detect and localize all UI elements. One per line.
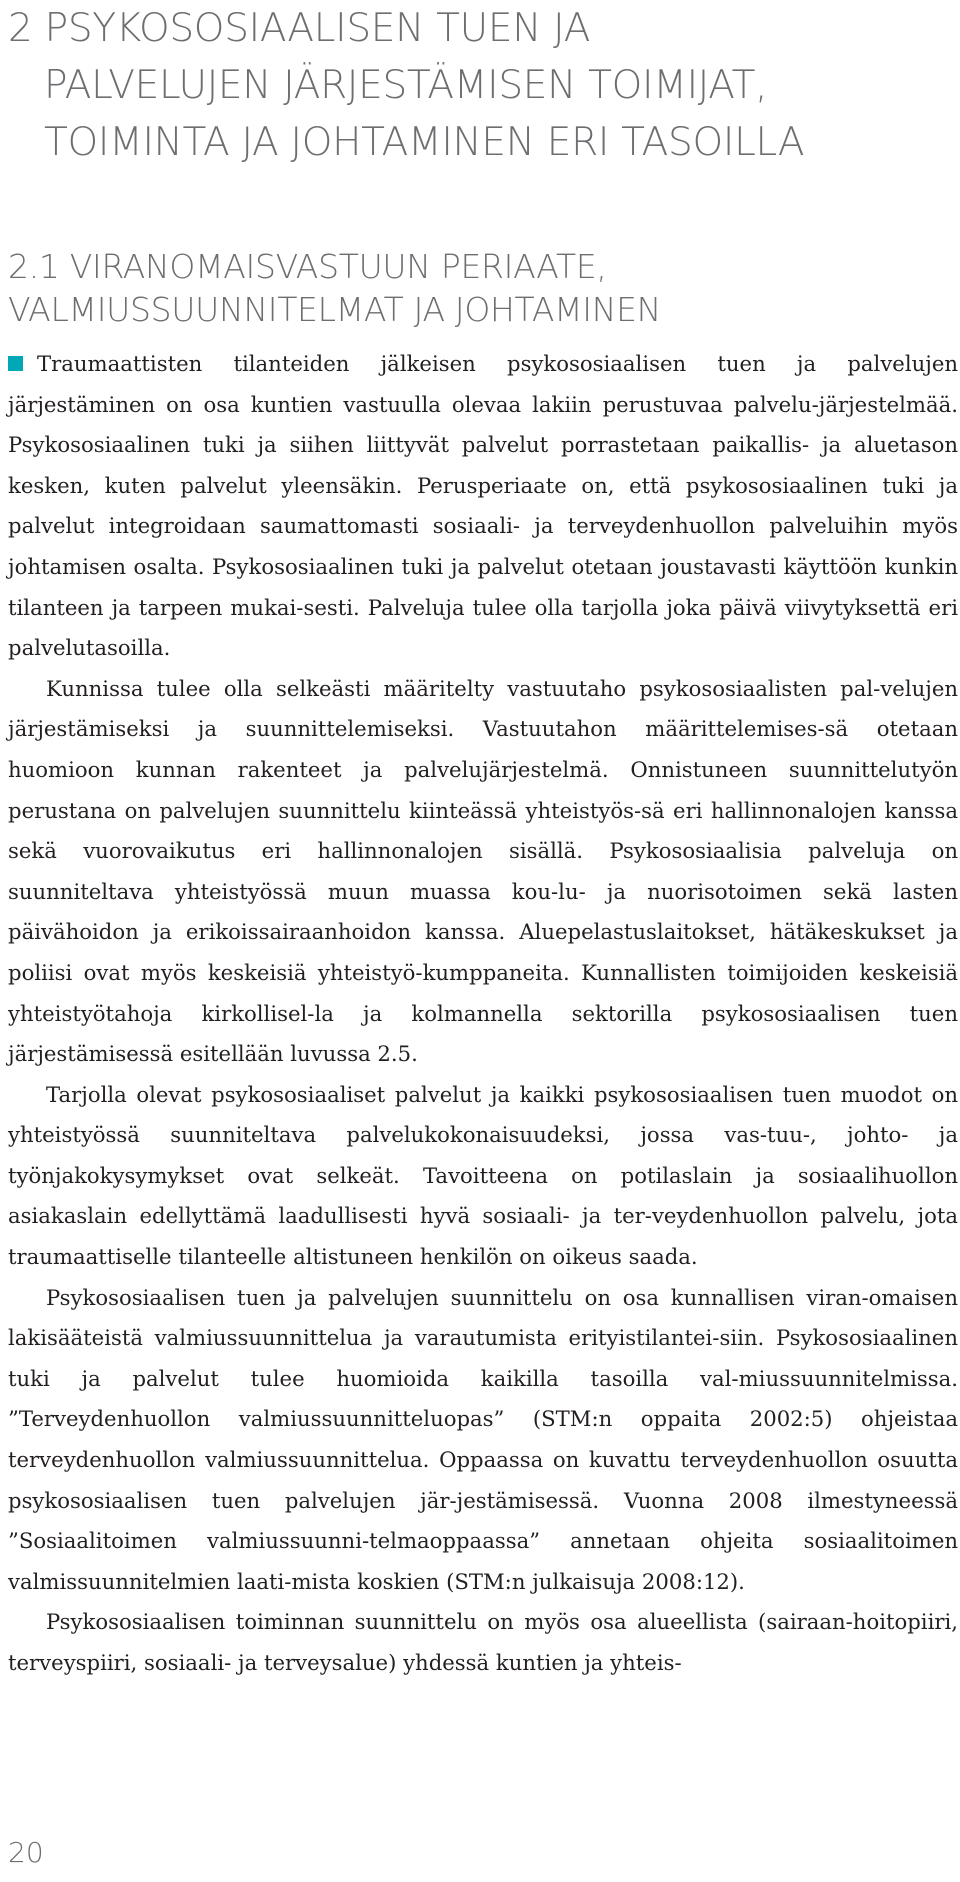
paragraph-1 — [8, 344, 958, 669]
paragraph-3: Tarjolla olevat psykososiaaliset palvelut ja kaikki psykososiaalisen tuen muodot on yhteistyössä suunniteltava palvelukokonaisuudeksi, jossa vas-tuu-, johto- ja työnjakokysymykset ovat selkeät. Tavoitteena on potilaslain ja sosiaalihuollon asiakaslain edellyttämä laadullisesti hyvä sosiaali- ja ter-veydenhuollon palvelu, jota traumaattiselle tilanteelle altistuneen henkilön on oikeus saada. — [8, 1081, 958, 1270]
body-text — [8, 344, 958, 1684]
paragraph-4: Psykososiaalisen tuen ja palvelujen suunnittelu on osa kunnallisen viran-omaisen lakisääteistä valmiussuunnittelua ja varautumista erityistilantei-siin. Psykososiaalinen tuki ja palvelut tulee huomioida kaikilla tasoilla val-miussuunnitelmissa. ”Terveydenhuollon valmiussuunnitteluopas” (STM:n oppaita 2002:5) ohjeistaa terveydenhuollon valmiussuunnittelua. Oppaassa on kuvattu terveydenhuollon osuutta psykososiaalisen tuen palvelujen jär-jestämisessä. Vuonna 2008 ilmestyneessä ”Sosiaalitoimen valmiussuunni-telmaoppaassa” annetaan ohjeita sosiaalitoimen valmissuunnitelmien laati-mista koskien (STM:n julkaisuja 2008:12). — [8, 1284, 958, 1594]
section-heading-line-2: VALMIUSSUUNNITELMAT JA JOHTAMINEN — [8, 290, 662, 329]
paragraph-2: Kunnissa tulee olla selkeästi määritelty vastuutaho psykososiaalisten pal-velujen järjestämiseksi ja suunnittelemiseksi. Vastuutahon määrittelemises-sä otetaan huomioon kunnan rakenteet ja palvelujärjestelmä. Onnistuneen suunnittelutyön perustana on palvelujen suunnittelu kiinteässä yhteistyös-sä eri hallinnonalojen kanssa sekä vuorovaikutus eri hallinnonalojen sisällä. Psykososiaalisia palveluja on suunniteltava yhteistyössä muun muassa kou-lu- ja nuorisotoimen sekä lasten päivähoidon ja erikoissairaanhoidon kanssa. Aluepelastuslaitokset, hätäkeskukset ja poliisi ovat myös keskeisiä yhteistyö-kumppaneita. Kunnallisten toimijoiden keskeisiä yhteistyötahoja kirkollisel-la ja kolmannella sektorilla psykososiaalisen tuen järjestämisessä esitellään luvussa 2.5. — [8, 675, 958, 1067]
chapter-heading — [8, 0, 948, 171]
page-number: 20 — [8, 1836, 44, 1869]
chapter-heading-line-1: 2 PSYKOSOSIAALISEN TUEN JA — [8, 6, 591, 51]
section-heading — [8, 245, 948, 331]
paragraph-1-text: Traumaattisten tilanteiden jälkeisen psykososiaalisen tuen ja palvelujen järjestäminen on osa kuntien vastuulla olevaa lakiin perustuvaa palvelu-järjestelmää. Psykososiaalinen tuki ja siihen liittyvät palvelut porrastetaan paikallis- ja aluetason kesken, kuten palvelut yleensäkin. Perusperiaate on, että psykososiaalinen tuki ja palvelut integroidaan saumattomasti sosiaali- ja terveydenhuollon palveluihin myös johtamisen osalta. Psykososiaalinen tuki ja palvelut otetaan joustavasti käyttöön kunkin tilanteen ja tarpeen mukai-sesti. Palveluja tulee olla tarjolla joka päivä viivytyksettä eri palvelutasoilla. — [8, 351, 958, 661]
chapter-heading-line-3: TOIMINTA JA JOHTAMINEN ERI TASOILLA — [44, 120, 805, 165]
square-bullet-icon — [8, 356, 23, 371]
section-heading-line-1: 2.1 VIRANOMAISVASTUUN PERIAATE, — [8, 247, 607, 286]
chapter-heading-line-2: PALVELUJEN JÄRJESTÄMISEN TOIMIJAT, — [44, 63, 768, 108]
paragraph-5: Psykososiaalisen toiminnan suunnittelu on myös osa alueellista (sairaan-hoitopiiri, terveyspiiri, sosiaali- ja terveysalue) yhdessä kuntien ja yhteis- — [8, 1609, 958, 1675]
